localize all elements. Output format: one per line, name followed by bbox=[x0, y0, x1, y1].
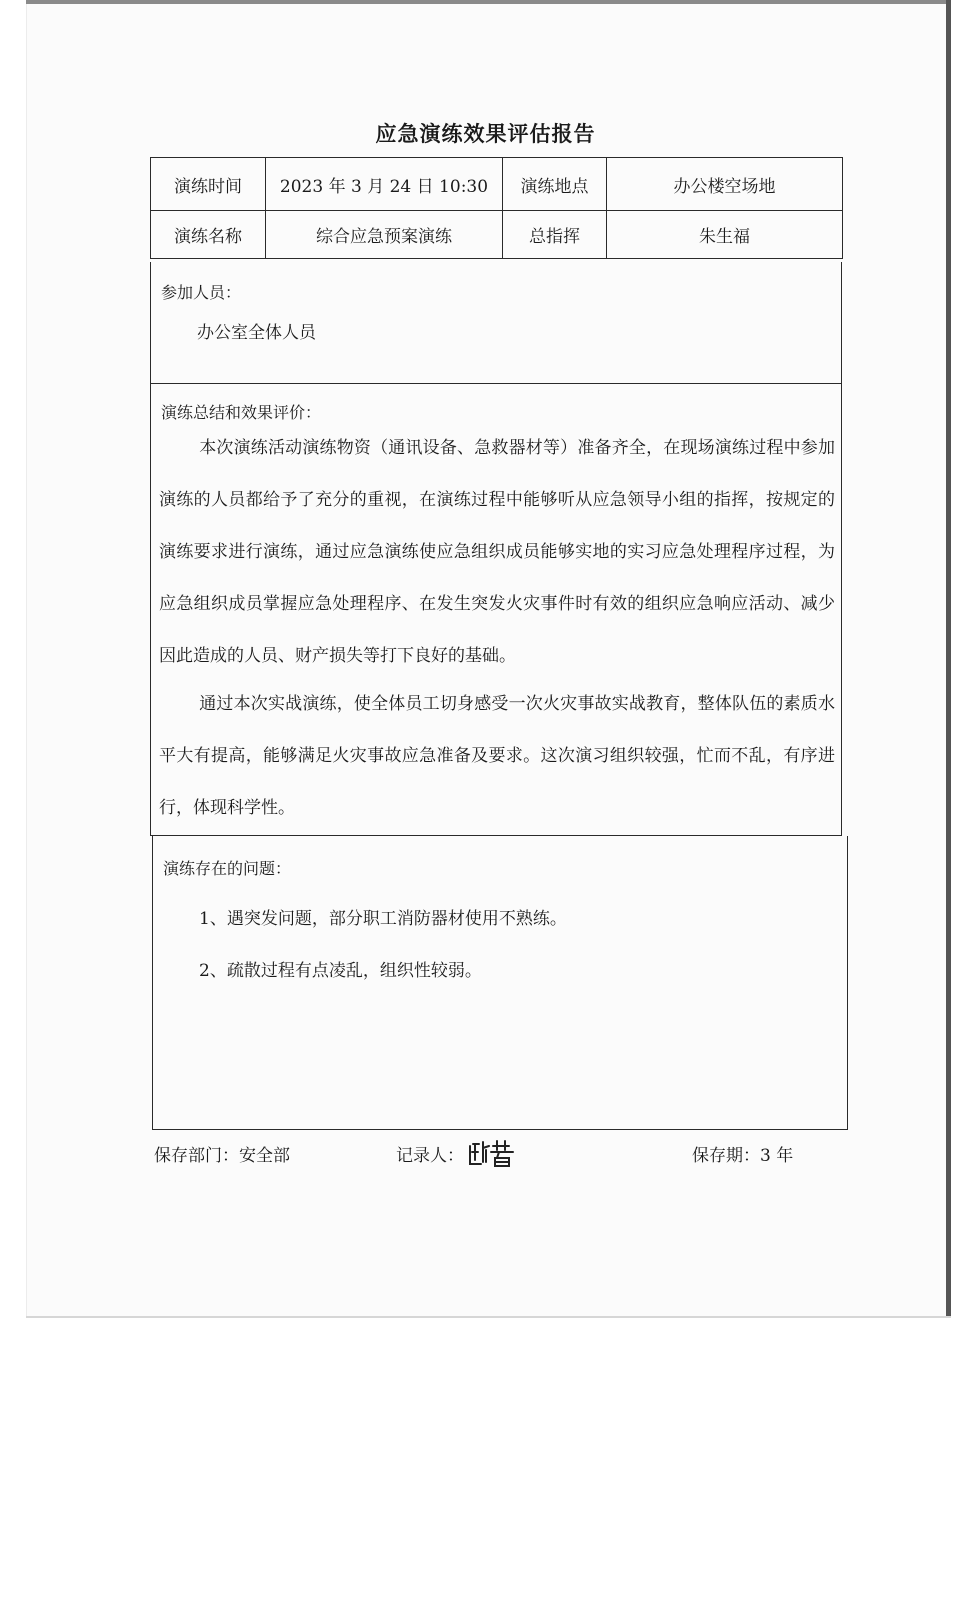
evaluation-paragraph-2-text: 通过本次实战演练，使全体员工切身感受一次火灾事故实战教育，整体队伍的素质水平大有提高，能够满足火灾事故应急准备及要求。这次演习组织较强，忙而不乱，有序进行，体现科学性。 bbox=[159, 694, 835, 818]
evaluation-paragraph-1-text: 本次演练活动演练物资（通讯设备、急救器材等）准备齐全，在现场演练过程中参加演练的人员都给予了充分的重视，在演练过程中能够听从应急领导小组的指挥，按规定的演练要求进行演练，通过应急演练使应急组织成员能够实地的实习应急处理程序过程，为应急组织成员掌握应急处理程序、在发生突发火灾事件时有效的组织应急响应活动、减少因此造成的人员、财产损失等打下良好的基础。 bbox=[159, 438, 835, 666]
evaluation-paragraph-1 bbox=[159, 422, 835, 682]
problem-item-2: 2、疏散过程有点凌乱，组织性较弱。 bbox=[199, 961, 482, 981]
drill-time-label: 演练时间 bbox=[151, 158, 266, 211]
drill-location-label: 演练地点 bbox=[503, 158, 607, 211]
footer-department: 保存部门：安全部 bbox=[154, 1146, 290, 1166]
drill-location-value: 办公楼空场地 bbox=[607, 158, 843, 211]
evaluation-paragraph-2 bbox=[159, 678, 835, 834]
participants-value: 办公室全体人员 bbox=[197, 323, 316, 343]
table-row bbox=[151, 211, 843, 259]
info-table bbox=[150, 157, 843, 259]
scan-edge-bottom bbox=[26, 1316, 951, 1318]
drill-name-label: 演练名称 bbox=[151, 211, 266, 259]
recorder-signature bbox=[467, 1138, 517, 1168]
commander-label: 总指挥 bbox=[503, 211, 607, 259]
scan-edge-right bbox=[946, 0, 951, 1318]
problem-item-1: 1、遇突发问题，部分职工消防器材使用不熟练。 bbox=[199, 909, 567, 929]
scan-edge-top bbox=[26, 0, 951, 4]
evaluation-label: 演练总结和效果评价： bbox=[161, 403, 322, 422]
drill-name-value: 综合应急预案演练 bbox=[266, 211, 503, 259]
drill-time-value: 2023 年 3 月 24 日 10:30 bbox=[266, 158, 503, 211]
document-title: 应急演练效果评估报告 bbox=[375, 121, 596, 146]
problems-label: 演练存在的问题： bbox=[163, 859, 292, 878]
problems-section bbox=[152, 836, 848, 1130]
evaluation-section bbox=[150, 384, 842, 836]
footer-recorder-label: 记录人： bbox=[396, 1146, 464, 1166]
participants-label: 参加人员： bbox=[161, 283, 242, 302]
table-row bbox=[151, 158, 843, 211]
commander-value: 朱生福 bbox=[607, 211, 843, 259]
participants-section bbox=[150, 262, 842, 384]
footer-retention: 保存期：3 年 bbox=[692, 1146, 794, 1166]
